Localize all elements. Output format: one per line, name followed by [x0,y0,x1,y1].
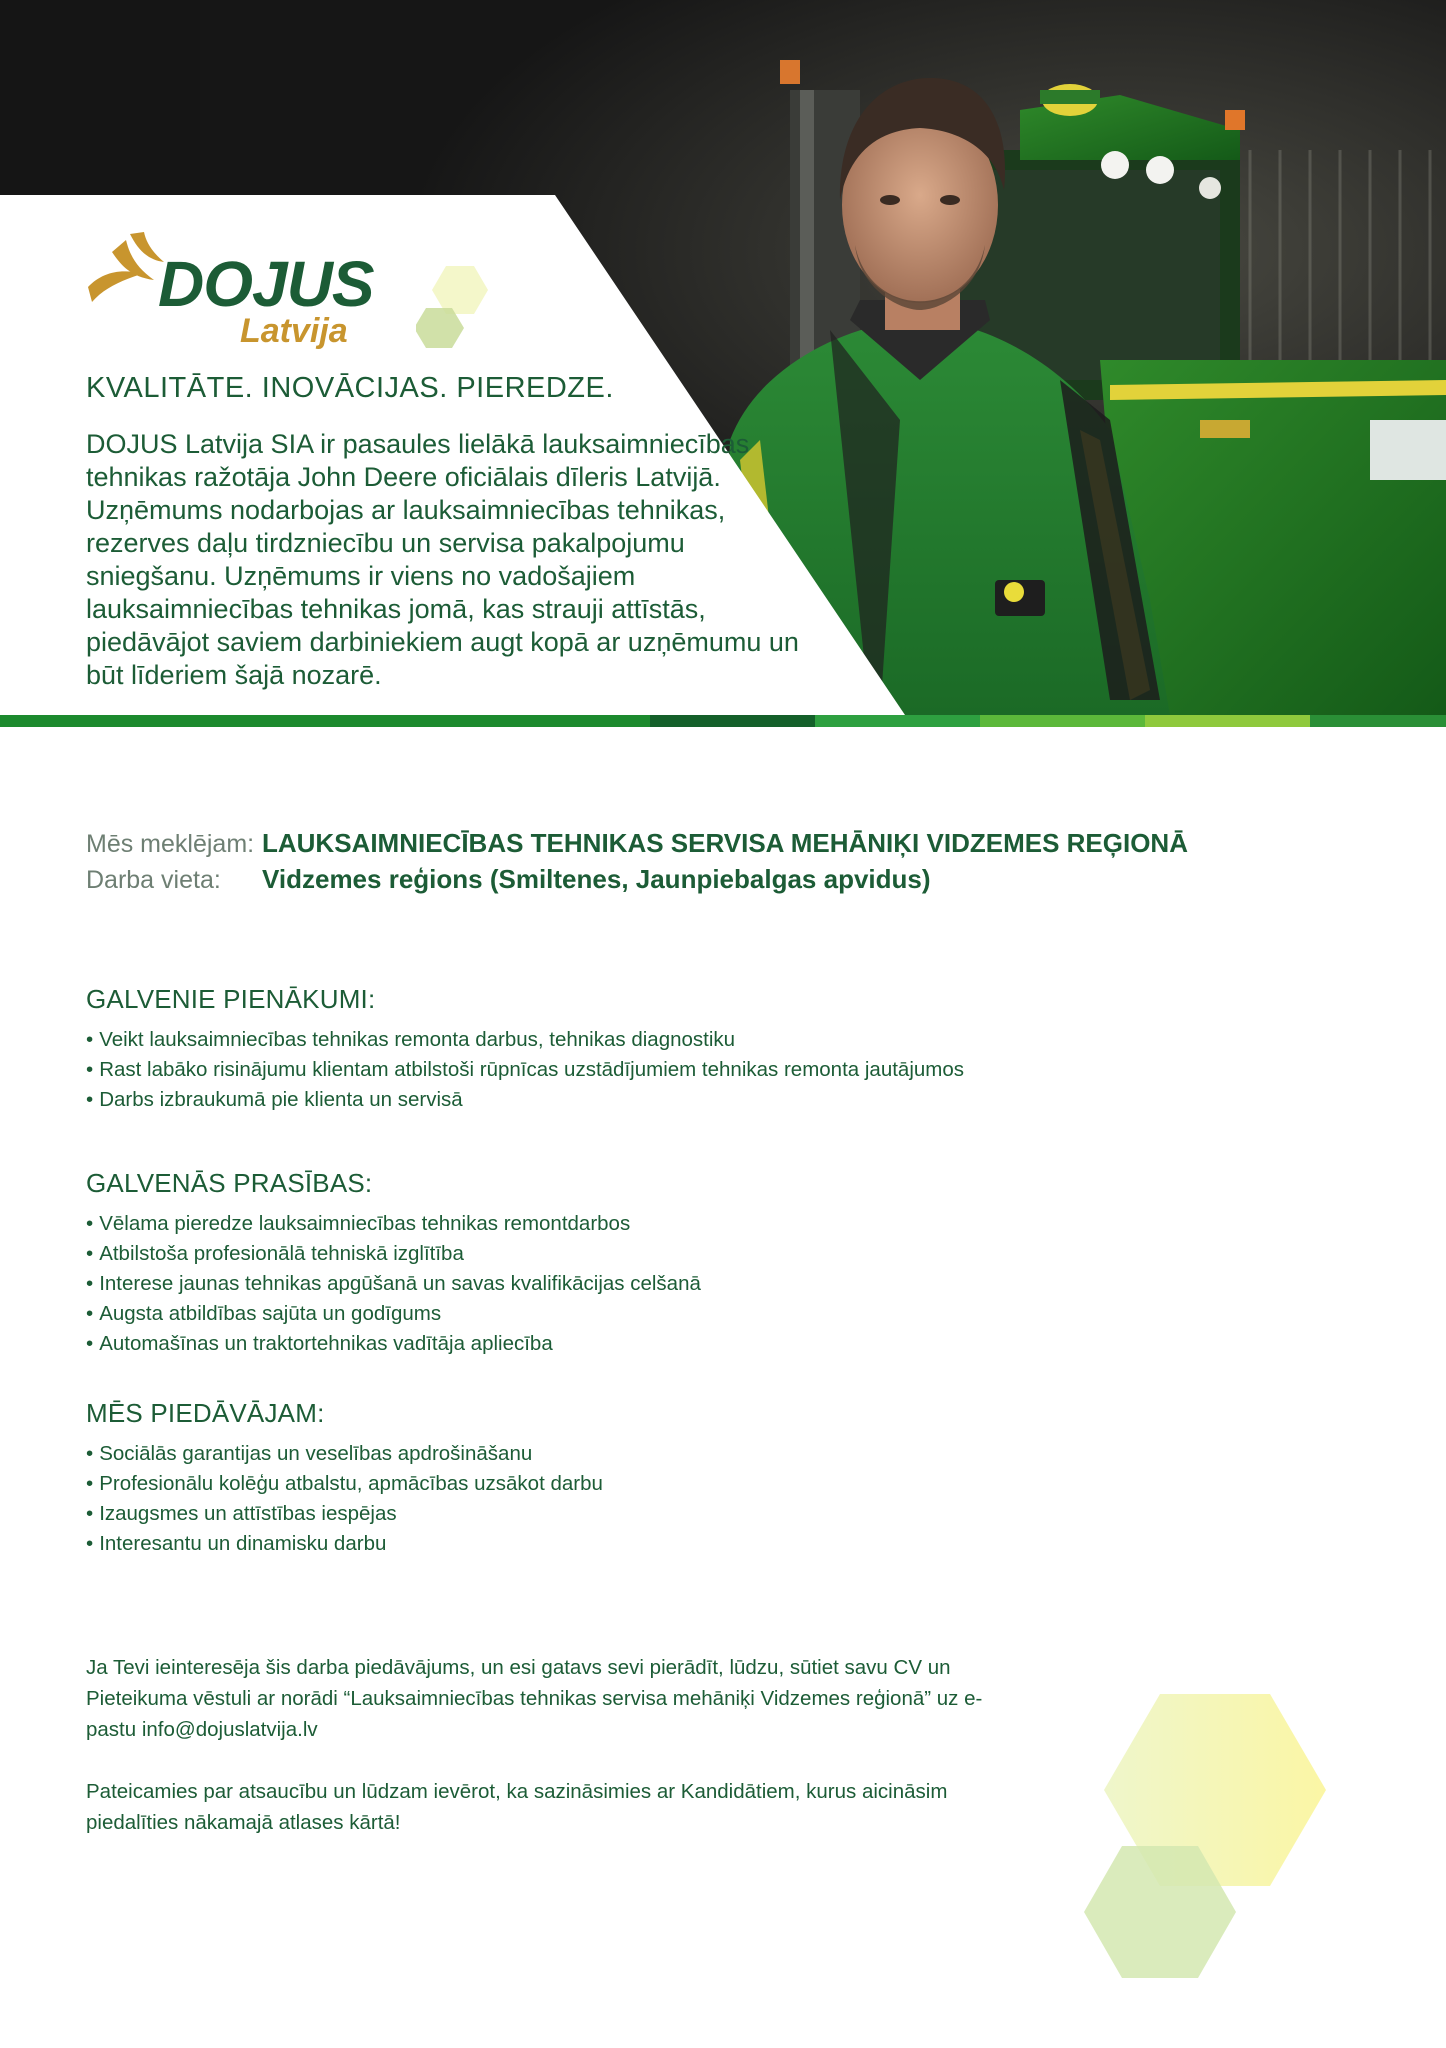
list-item: • Vēlama pieredze lauksaimniecības tehnikas remontdarbos [86,1212,631,1235]
list-item: • Izaugsmes un attīstības iespējas [86,1502,397,1525]
dojus-logo [82,232,402,352]
location-row [86,864,1188,900]
duties-title: GALVENIE PIENĀKUMI: [86,984,376,1014]
location-label: Darba vieta: [86,866,221,894]
position-label: Mēs meklējam: [86,830,255,858]
hexagon-decoration-small [416,262,506,352]
list-item: • Interesantu un dinamisku darbu [86,1532,387,1555]
thank-you-note: Pateicamies par atsaucību un lūdzam ievērot, ka sazināsimies ar Kandidātiem, kurus aicināsim piedalīties nākamajā atlases kārtā! [86,1780,948,1834]
requirements-list [86,1209,701,1359]
location-value: Vidzemes reģions (Smiltenes, Jaunpiebalgas apvidus) [262,864,931,894]
position-row [86,828,1188,864]
hero [0,0,1446,715]
list-item: • Rast labāko risinājumu klientam atbilstoši rūpnīcas uzstādījumiem tehnikas remonta jautājumos [86,1058,965,1081]
list-item: • Sociālās garantijas un veselības apdrošināšanu [86,1442,533,1465]
duties-list [86,1025,964,1115]
closing-text [86,1652,1026,1838]
company-intro: DOJUS Latvija SIA ir pasaules lielākā lauksaimniecības tehnikas ražotāja John Deere oficiālais dīleris Latvijā. Uzņēmums nodarbojas ar lauksaimniecības tehnikas, rezerves daļu tirdzniecību un servisa pakalpojumu sniegšanu. Uzņēmums ir viens no vadošajiem lauksaimniecības tehnikas jomā, kas strauji attīstās, piedāvājot saviem darbiniekiem augt kopā ar uzņēmumu un būt līderiem šajā nozarē. [86,429,799,690]
list-item: • Augsta atbildības sajūta un godīgums [86,1302,442,1325]
list-item: • Automašīnas un traktortehnikas vadītāja apliecība [86,1332,553,1355]
application-instructions: Ja Tevi ieinteresēja šis darba piedāvājums, un esi gatavs sevi pierādīt, lūdzu, sūtiet savu CV un Pieteikuma vēstuli ar norādi “Lauksaimniecības tehnikas servisa mehāniķi Vidzemes reģionā” uz e-pastu info@dojuslatvija.lv [86,1656,983,1741]
position-value: LAUKSAIMNIECĪBAS TEHNIKAS SERVISA MEHĀNIĶI VIDZEMES REĢIONĀ [262,828,1188,858]
list-item: • Profesionālu kolēģu atbalstu, apmācības uzsākot darbu [86,1472,603,1495]
list-item: • Interese jaunas tehnikas apgūšanā un savas kvalifikācijas celšanā [86,1272,701,1295]
logo-wordmark: DOJUS [158,248,374,320]
duties-section [86,984,964,1115]
requirements-title: GALVENĀS PRASĪBAS: [86,1168,373,1198]
list-item: • Darbs izbraukumā pie klienta un servisā [86,1088,463,1111]
list-item: • Atbilstoša profesionālā tehniskā izglītība [86,1242,464,1265]
list-item: • Veikt lauksaimniecības tehnikas remonta darbus, tehnikas diagnostiku [86,1028,736,1051]
company-tagline: KVALITĀTE. INOVĀCIJAS. PIEREDZE. [86,372,614,404]
logo-subtitle: Latvija [240,312,348,350]
offer-section [86,1398,603,1559]
green-divider [0,715,1446,727]
requirements-section [86,1168,701,1359]
hexagon-decoration-large [1070,1680,1370,2000]
job-info [86,828,1188,900]
offer-title: MĒS PIEDĀVĀJAM: [86,1398,325,1428]
offer-list [86,1439,603,1559]
